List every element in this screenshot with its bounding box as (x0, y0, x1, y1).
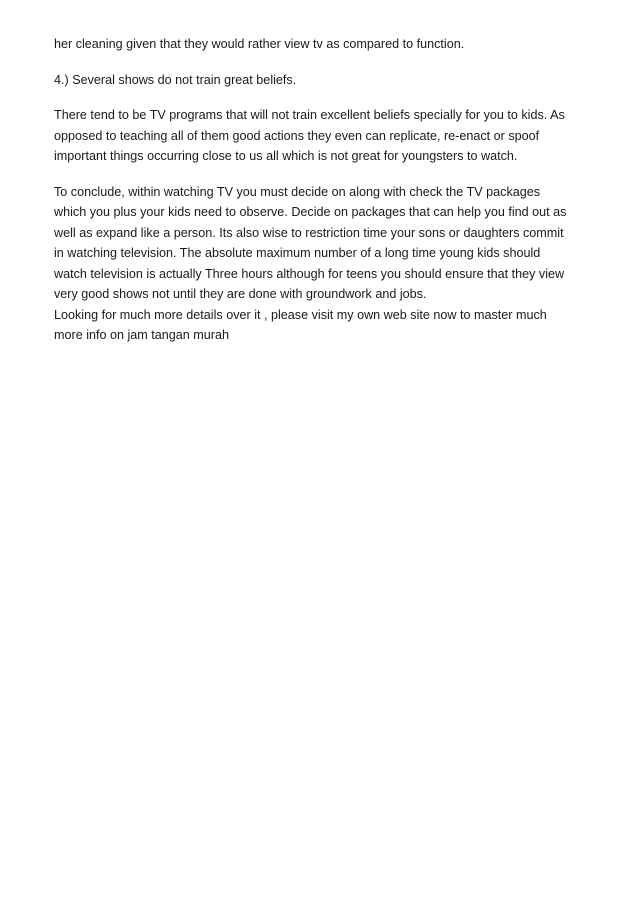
text-line: watch television is actually Three hours although for teens you should ensure that they view (54, 266, 565, 281)
text-line: her cleaning given that they would rather view tv as compared to function. (54, 37, 465, 51)
document-body (54, 34, 594, 346)
text-line: Looking for much more details over it , please visit my own web site now to master much (54, 307, 547, 322)
text-line: 4.) Several shows do not train great beliefs. (54, 72, 297, 87)
text-line: To conclude, within watching TV you must decide on along with check the TV packages (54, 184, 541, 199)
text-line: in watching television. The absolute maximum number of a long time young kids should (54, 246, 541, 260)
paragraph-intro (54, 34, 594, 55)
text-line: important things occurring close to us all which is not great for youngsters to watch. (54, 149, 518, 163)
paragraph-more-info (54, 305, 594, 346)
text-line: opposed to teaching all of them good actions they even can replicate, re-enact or spoof (54, 128, 540, 143)
paragraph-tv-programs (54, 105, 594, 167)
text-line: well as expand like a person. Its also wise to restriction time your sons or daughters commit (54, 225, 564, 240)
paragraph-heading-4 (54, 70, 594, 91)
paragraph-conclusion (54, 182, 594, 305)
text-line: very good shows not until they are done with groundwork and jobs. (54, 287, 427, 301)
text-line: which you plus your kids need to observe. Decide on packages that can help you find out as (54, 205, 567, 219)
text-line: There tend to be TV programs that will not train excellent beliefs specially for you to kids. As (54, 108, 565, 122)
text-line: more info on jam tangan murah (54, 328, 230, 342)
